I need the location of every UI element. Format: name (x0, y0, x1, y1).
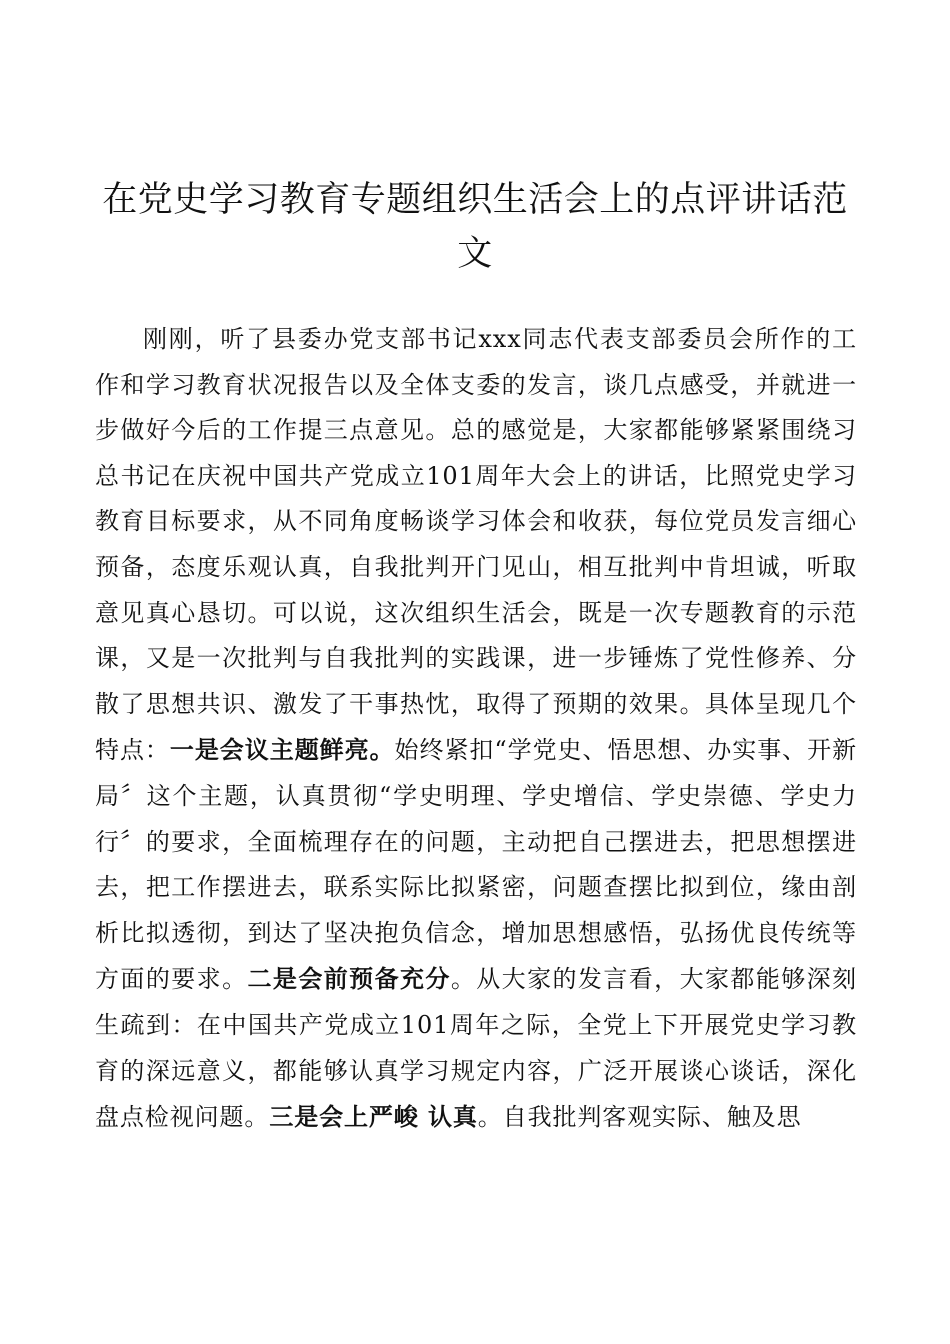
point-three-heading: 三是会上严峻 认真 (269, 1102, 478, 1132)
paragraph-text: 。从大家的发言看，大家都能够深刻生疏到：在中国共产党成立101周年之际，全党上下开展党史学习教育的深远意义，都能够认真学习规定内容，广泛开展谈心谈话，深化盘点检视问题。 (95, 965, 857, 1132)
paragraph-text: 。自我批判客观实际、触及思 (477, 1103, 802, 1132)
document-title (95, 173, 855, 281)
body-paragraph (95, 317, 857, 1141)
paragraph-text: 刚刚，听了县委办党支部书记xxx同志代表支部委员会所作的工作和学习教育状况报告以及全体支委的发言，谈几点感受，并就进一步做好今后的工作提三点意见。总的感觉是，大家都能够紧紧围绕习总书记在庆祝中国共产党成立101周年大会上的讲话，比照党史学习教育目标要求，从不同角度畅谈学习体会和收获，每位党员发言细心预备，态度乐观认真，自我批判开门见山，相互批判中肯坦诚，听取意见真心恳切。可以说，这次组织生活会，既是一次专题教育的示范课，又是一次批判与自我批判的实践课，进一步锤炼了党性修养、分散了思想共识、激发了干事热忱，取得了预期的效果。具体呈现几个特点： (95, 325, 857, 765)
title-line-1: 在党史学习教育专题组织生活会上的点评讲话范 (102, 180, 848, 220)
title-line-2: 文 (457, 234, 493, 274)
point-two-heading: 二是会前预备充分 (247, 964, 451, 994)
point-one-heading: 一是会议主题鲜亮。 (169, 735, 395, 765)
paragraph-text: 始终紧扣“学党史、悟思想、办实事、开新局〞这个主题，认真贯彻“学史明理、学史增信、学史崇德、学史力行〞的要求，全面梳理存在的问题，主动把自己摆进去，把思想摆进去，把工作摆进去，联系实际比拟紧密，问题查摆比拟到位，缘由剖析比拟透彻，到达了坚决抱负信念，增加思想感悟，弘扬优良传统等方面的要求。 (95, 736, 858, 994)
